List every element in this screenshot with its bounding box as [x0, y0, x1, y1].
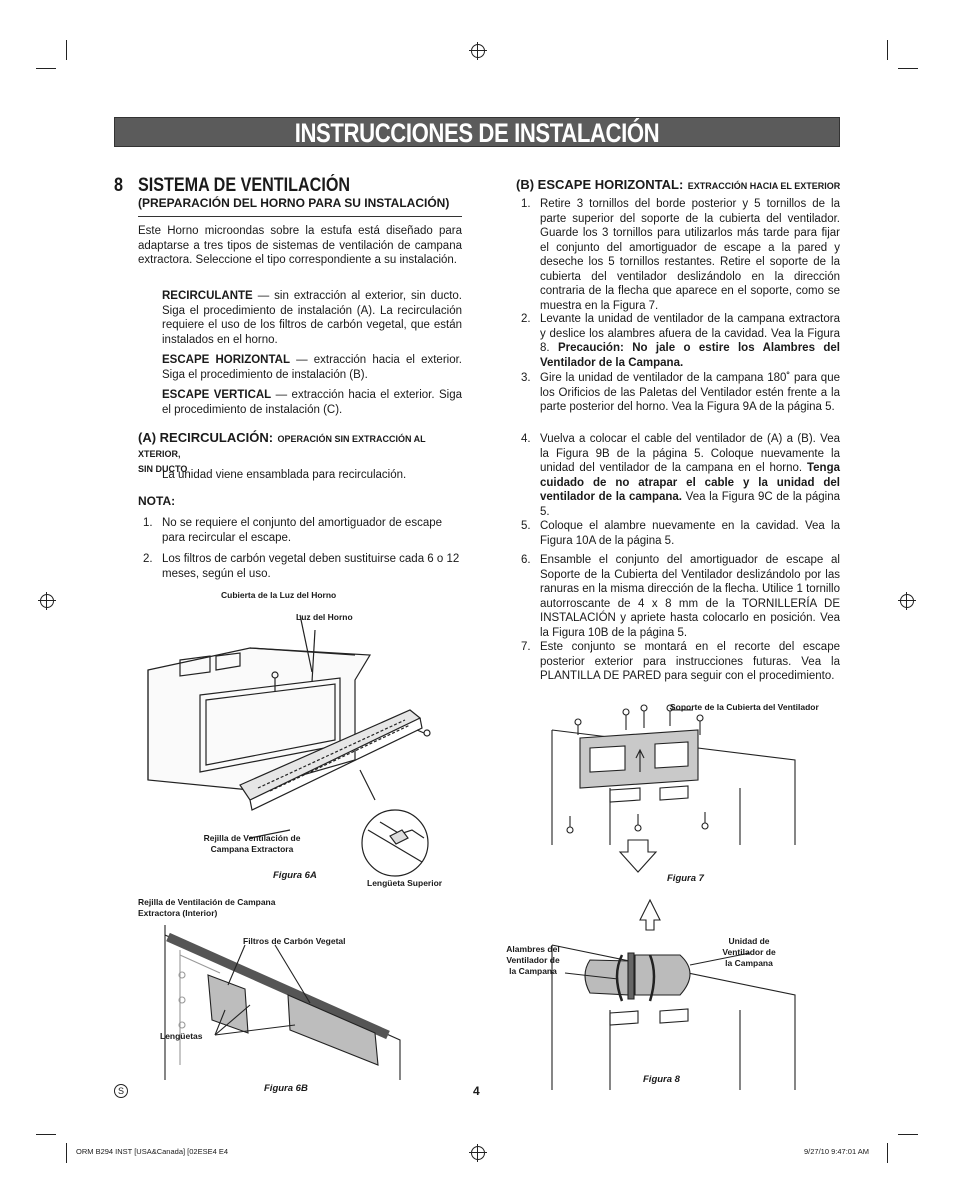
- registration-mark-icon: [40, 594, 54, 608]
- crop-mark: [898, 68, 918, 69]
- intro-paragraph: Este Horno microondas sobre la estufa está diseñado para adaptarse a tres tipos de sistemas de ventilación de campana extractora. Seleccione el tipo correspondiente a su instalación.: [138, 225, 462, 266]
- fig8-label-alambres-line2: Ventilador de: [506, 955, 560, 965]
- fig6a-label-luz: Luz del Horno: [296, 612, 353, 622]
- step-text: Gire la unidad de ventilador de la campana 180˚ para que los Orificios de las Paletas del Ventilador estén frente a la parte posterior del horno. Vea la Figura 9A de la página 5.: [540, 372, 840, 413]
- step-item: [540, 312, 840, 370]
- step-text: Retire 3 tornillos del borde posterior y 5 tornillos de la parte superior del soporte de la cubierta del ventilador. Guarde los 3 tornillos para utilizarlos más tarde para fijar el conjunto del amortiguador de escape a la pared y deseche los 5 tornillos restantes. Retire el soporte de la cubierta del ventilador deslizándolo en la dirección contraria de la flecha que aparece en el soporte, como se muestra en la Figura 7.: [540, 198, 840, 312]
- step-number: 1.: [521, 198, 531, 210]
- language-mark-letter: S: [117, 1086, 124, 1096]
- section-number: 8: [114, 175, 123, 196]
- type-vertical: [162, 388, 462, 417]
- fig6a-caption: Figura 6A: [273, 870, 317, 881]
- step-bold: Precaución: No jale o estire los Alambres del Ventilador de la Campana.: [540, 342, 840, 369]
- fig8-label-alambres: [500, 944, 566, 977]
- step-bold: Tenga cuidado de no atrapar el cable y la unidad del ventilador de la campana.: [540, 462, 840, 503]
- fig8-label-unidad-line1: Unidad de: [728, 936, 770, 946]
- fig8-label-alambres-line1: Alambres del: [506, 944, 560, 954]
- language-mark: [114, 1084, 128, 1098]
- footer-file: ORM B294 INST [USA&Canada] [02ESE4 E4: [76, 1147, 229, 1156]
- crop-mark: [887, 1143, 888, 1163]
- fig6b-caption: Figura 6B: [264, 1083, 308, 1094]
- banner-title: INSTRUCCIONES DE INSTALACIÓN: [294, 118, 660, 148]
- fig6a-label-cubierta: Cubierta de la Luz del Horno: [221, 590, 337, 600]
- note-item: Los filtros de carbón vegetal deben sustituirse cada 6 o 12 meses, según el uso.: [162, 553, 460, 580]
- fig6a-label-rejilla-line2: Campana Extractora: [210, 844, 294, 854]
- fig8-caption: Figura 8: [643, 1074, 680, 1085]
- step-number: 6.: [521, 554, 531, 566]
- figure-8-illustration: [550, 895, 800, 1095]
- horizontal-heading: [516, 176, 840, 194]
- type-text: — sin extracción al exterior, sin ducto. Siga el procedimiento de instalación (A). La recirculación requiere el uso de los filtros de carbón vegetal, que están instalados en el horno.: [162, 290, 462, 346]
- fig6b-label-rejilla-line1: Rejilla de Ventilación de Campana: [138, 897, 276, 907]
- fig6b-label-rejilla-line2: Extractora (Interior): [138, 908, 218, 918]
- step-text: Levante la unidad de ventilador de la campana extractora y deslice los alambres afuera de la cavidad. Vea la Figura 8.: [540, 313, 840, 354]
- fig8-label-unidad-line3: la Campana: [725, 958, 773, 968]
- crop-mark: [887, 40, 888, 60]
- recirc-heading-main: (A) RECIRCULACIÓN:: [138, 430, 274, 445]
- horizontal-heading-main: (B) ESCAPE HORIZONTAL:: [516, 177, 684, 192]
- step-number: 3.: [521, 372, 531, 384]
- crop-mark: [898, 1134, 918, 1135]
- note-number: 1.: [143, 517, 153, 529]
- registration-mark-icon: [471, 44, 485, 58]
- nota-heading: NOTA:: [138, 494, 176, 508]
- fig7-label-soporte: Soporte de la Cubierta del Ventilador: [670, 702, 819, 712]
- page-banner: [114, 117, 840, 147]
- figure-6b-illustration: [160, 915, 460, 1080]
- step-item: [540, 432, 840, 519]
- footer-date: 9/27/10 9:47:01 AM: [804, 1147, 870, 1156]
- recirc-heading-small: OPERACIÓN SIN EXTRACCIÓN AL XTERIOR,: [138, 434, 426, 459]
- step-after: Vea la Figura 9C de la página 5.: [540, 491, 841, 518]
- type-text: — extracción hacia el exterior. Siga el procedimiento de instalación (C).: [162, 389, 462, 416]
- fig6a-label-lengueta: Lengüeta Superior: [367, 878, 443, 888]
- page-number: 4: [473, 1084, 480, 1098]
- registration-mark-icon: [471, 1146, 485, 1160]
- fig6b-label-filtros: Filtros de Carbón Vegetal: [243, 936, 346, 946]
- type-horizontal: [162, 353, 462, 382]
- type-recirculante: [162, 289, 462, 347]
- fig8-label-unidad-line2: Ventilador de: [722, 947, 776, 957]
- fig6b-label-lenguetas: Lengüetas: [160, 1031, 203, 1041]
- fig7-caption: Figura 7: [667, 873, 704, 884]
- fig8-label-unidad: [716, 936, 782, 969]
- note-item: No se requiere el conjunto del amortiguador de escape para recircular el escape.: [162, 517, 443, 544]
- figure-6a-illustration: [140, 600, 470, 870]
- crop-mark: [36, 68, 56, 69]
- step-number: 5.: [521, 520, 531, 532]
- fig6a-label-rejilla-line1: Rejilla de Ventilación de: [203, 833, 301, 843]
- step-number: 7.: [521, 641, 531, 653]
- section-title: SISTEMA DE VENTILACIÓN: [138, 175, 351, 196]
- type-term: ESCAPE HORIZONTAL: [162, 354, 290, 366]
- step-number: 4.: [521, 433, 531, 445]
- recirc-text: La unidad viene ensamblada para recirculación.: [162, 469, 407, 481]
- figure-7-illustration: [550, 700, 800, 880]
- step-text: Coloque el alambre nuevamente en la cavidad. Vea la Figura 10A de la página 5.: [540, 520, 840, 547]
- step-text: Vuelva a colocar el cable del ventilador de (A) a (B). Vea la Figura 9B de la página 5. Coloque nuevamente la unidad del ventilador de la campana en el horno.: [540, 433, 840, 474]
- crop-mark: [66, 40, 67, 60]
- type-text: — extracción hacia el exterior. Siga el procedimiento de instalación (B).: [162, 354, 462, 381]
- step-text: Ensamble el conjunto del amortiguador de escape al Soporte de la Cubierta del Ventilador deslizándolo por las ranuras en la misma dirección de la flecha. Utilice 1 tornillo autorroscante de 4 x 8 mm de la TORNILLERÍA DE INSTALACIÓN y apriete hasta colocarlo en posición. Vea la Figura 10B de la página 5.: [540, 554, 840, 639]
- note-number: 2.: [143, 553, 153, 565]
- recirc-heading-small2: SIN DUCTO: [138, 464, 188, 474]
- section-subtitle: (PREPARACIÓN DEL HORNO PARA SU INSTALACIÓN): [138, 196, 450, 210]
- crop-mark: [66, 1143, 67, 1163]
- step-number: 2.: [521, 313, 531, 325]
- registration-mark-icon: [900, 594, 914, 608]
- fig6a-label-rejilla: [200, 833, 304, 855]
- type-term: ESCAPE VERTICAL: [162, 389, 272, 401]
- crop-mark: [36, 1134, 56, 1135]
- horizontal-heading-small: EXTRACCIÓN HACIA EL EXTERIOR: [687, 181, 841, 191]
- section-rule: [138, 216, 462, 217]
- step-text: Este conjunto se montará en el recorte del escape posterior exterior para instrucciones futuras. Vea la PLANTILLA DE PARED para seguir con el procedimiento.: [540, 641, 840, 682]
- type-term: RECIRCULANTE: [162, 290, 253, 302]
- fig8-label-alambres-line3: la Campana: [509, 966, 557, 976]
